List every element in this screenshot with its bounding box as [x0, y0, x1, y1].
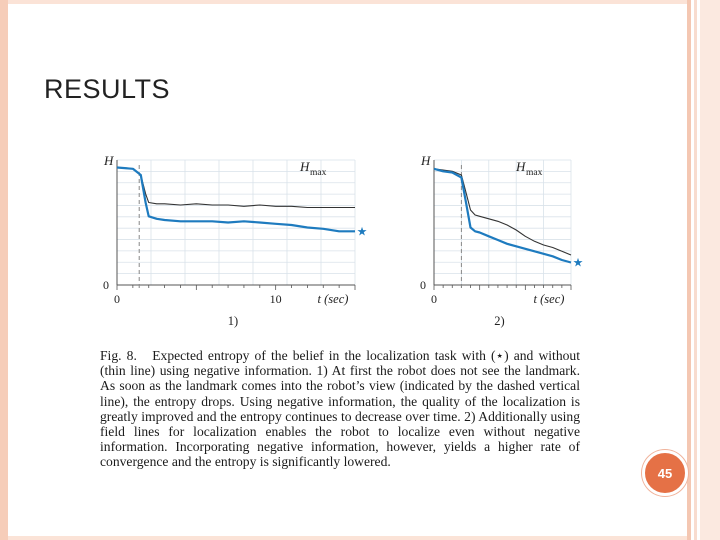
y-tick-label: 0	[103, 278, 109, 292]
figure-caption	[100, 348, 580, 470]
panel-label: 1)	[227, 314, 239, 328]
caption-text: Expected entropy of the belief in the localization task with (⋆) and without (thin line) using negative information. 1) At first the robot does not see the landmark. As soon as the landmark comes into the robot’s view (indicated by the dashed vertical line), the entropy drops. Using negative information, the quality of the localization is greatly improved and the entropy continues to decrease over time. 2) Additionally using field lines for localization enables the robot to localize even without negative information. Incorporating negative information, however, yields a higher rate of convergence and the entropy is significantly lowered.	[100, 348, 580, 470]
y-tick-label: 0	[420, 278, 426, 292]
slide-frame-bottom	[8, 536, 687, 540]
slide-frame-left	[0, 0, 8, 540]
entropy-figure	[95, 148, 585, 338]
x-axis-label: t (sec)	[533, 292, 565, 306]
hmax-subscript: max	[526, 168, 543, 178]
y-axis-label: H	[104, 153, 114, 168]
star-marker: ★	[356, 224, 368, 239]
caption-label: Fig. 8.	[100, 348, 137, 363]
slide-frame-top	[8, 0, 687, 4]
page-number-badge	[642, 450, 688, 496]
panel-label: 2)	[494, 314, 505, 328]
slide-frame-right-c	[700, 0, 720, 540]
x-tick-label: 0	[431, 292, 437, 306]
chart-panel-2	[420, 153, 583, 328]
x-axis-label: t (sec)	[317, 292, 349, 306]
x-tick-label: 10	[269, 292, 282, 306]
chart-panel-1	[103, 153, 367, 328]
slide-frame-right-a	[687, 0, 691, 540]
hmax-label: H	[300, 159, 310, 174]
hmax-label: H	[516, 159, 526, 174]
hmax-subscript: max	[310, 168, 327, 178]
page-number: 45	[657, 465, 673, 481]
x-tick-label: 0	[114, 292, 120, 306]
star-marker: ★	[572, 255, 584, 270]
slide-title: RESULTS	[44, 74, 171, 104]
slide-frame-right-b	[694, 0, 697, 540]
y-axis-label: H	[421, 153, 431, 168]
